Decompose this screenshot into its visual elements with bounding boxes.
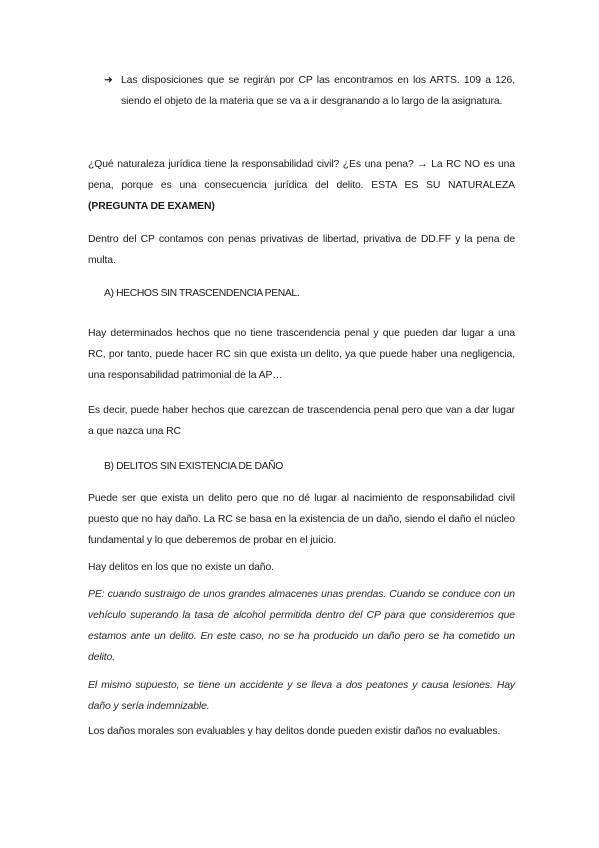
example-paragraph-1: PE: cuando sustraigo de unos grandes almacenes unas prendas. Cuando se conduce con un vehículo superando la tasa de alcohol permitida dentro del CP para que consideremos que estamos ante un delito. En este caso, no se ha producido un daño pero se ha cometido un delito. (88, 589, 515, 663)
section-a-heading: A) HECHOS SIN TRASCENDENCIA PENAL. (104, 288, 300, 299)
section-b-heading: B) DELITOS SIN EXISTENCIA DE DAÑO (104, 461, 283, 472)
exam-question-note: (PREGUNTA DE EXAMEN) (88, 201, 215, 212)
naturaleza-paragraph (88, 154, 515, 217)
section-b-paragraph-2: Hay delitos en los que no existe un daño. (88, 562, 274, 573)
penas-paragraph: Dentro del CP contamos con penas privativas de libertad, privativa de DD.FF y la pena de multa. (88, 234, 515, 266)
section-a-paragraph-2: Es decir, puede haber hechos que carezcan de trascendencia penal pero que van a dar lugar a que nazca una RC (88, 405, 515, 437)
section-a-paragraph-1: Hay determinados hechos que no tiene trascendencia penal y que pueden dar lugar a una RC, por tanto, puede hacer RC sin que exista un delito, ya que puede haber una negligencia, una responsabilidad patrimonial de la AP… (88, 328, 515, 381)
section-b-paragraph-3: Los daños morales son evaluables y hay delitos donde pueden existir daños no evaluables. (88, 726, 501, 737)
example-paragraph-2: El mismo supuesto, se tiene un accidente y se lleva a dos peatones y causa lesiones. Hay daño y sería indemnizable. (88, 680, 515, 712)
naturaleza-text: ¿Qué naturaleza jurídica tiene la responsabilidad civil? ¿Es una pena? → La RC NO es una pena, porque es una consecuencia jurídica del delito. ESTA ES SU NATURALEZA (88, 159, 515, 191)
section-b-paragraph-1: Puede ser que exista un delito pero que no dé lugar al nacimiento de responsabilidad civil puesto que no hay daño. La RC se basa en la existencia de un daño, siendo el daño el núcleo fundamental y lo que deberemos de probar en el juicio. (88, 493, 515, 546)
arrow-right-icon: ➜ (104, 75, 113, 86)
bullet-paragraph: Las disposiciones que se regirán por CP las encontramos en los ARTS. 109 a 126, siendo el objeto de la materia que se va a ir desgranando a lo largo de la asignatura. (121, 75, 515, 107)
